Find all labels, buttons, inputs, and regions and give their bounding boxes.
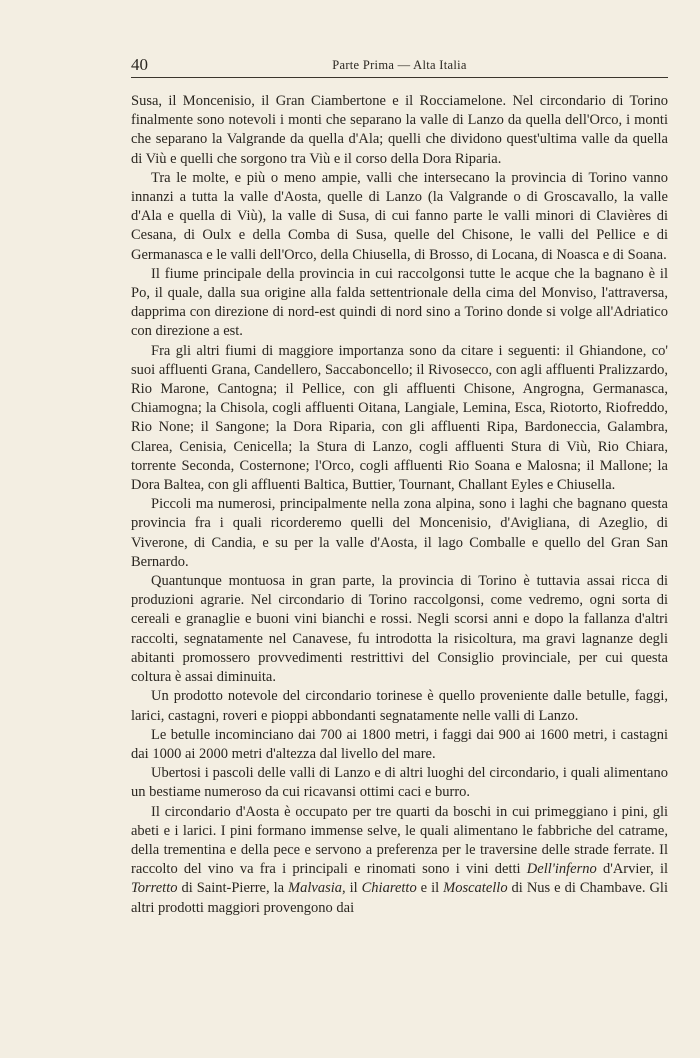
paragraph-10-before: Il circondario d'Aosta è occupato per tre quarti da boschi in cui primeggiano i pini, gli abeti e i larici. I pini formano immense selve, le quali alimentano le fabbriche del catrame, della trementina e della pece e servono a preferenza per le traversine delle strade ferrate. Il raccolto del vino va fra i principali e rinomati sono i vini detti <box>131 803 668 878</box>
wine-name-moscatello: Moscatello <box>443 880 508 897</box>
page-header <box>131 55 668 78</box>
page-number: 40 <box>131 55 148 74</box>
paragraph-2: Tra le molte, e più o meno ampie, valli che intersecano la provincia di Torino vanno innanzi a tutta la valle d'Aosta, quelle di Lanzo (la Valgrande o di Groscavallo, la valle d'Ala e quella di Viù), la valle di Susa, di cui fanno parte le valli minori di Clavières di Cesana, di Oulx e della Comba di Susa, quelle del Chisone, le valli del Pellice e di Germanasca e le valli dell'Orco, della Chiusella, di Brosso, di Locana, di Noasca e di Soana. <box>131 169 668 263</box>
paragraph-7: Un prodotto notevole del circondario torinese è quello proveniente dalle betulle, faggi, larici, castagni, roveri e pioppi abbondanti segnatamente nelle valli di Lanzo. <box>131 688 668 724</box>
running-title: Parte Prima — Alta Italia <box>332 58 467 72</box>
paragraph-10-after: di Nus e di Chambave. Gli altri prodotti maggiori provengono dai <box>131 880 668 916</box>
paragraph-10-mid-4: e il <box>416 880 444 897</box>
paragraph-1: Susa, il Moncenisio, il Gran Ciambertone e il Rocciamelone. Nel circondario di Torino finalmente sono notevoli i monti che separano la valle di Lanzo da quella dell'Orco, i monti che separano la Valgrande da quella d'Ala; quelli che dividono quest'ultima valle da quella di Viù e quelli che sorgono tra Viù e il corso della Dora Riparia. <box>131 93 668 167</box>
paragraph-4: Fra gli altri fiumi di maggiore importanza sono da citare i seguenti: il Ghiandone, co' suoi affluenti Grana, Candellero, Saccaboncello; il Rivosecco, con agli affluenti Pralizzardo, Rio Marone, Cantogna; il Pellice, con gli affluenti Chisone, Angrogna, Germanasca, Chiamogna; la Chisola, cogli affluenti Oitana, Langiale, Lemina, Esca, Riotorto, Riofreddo, Rio None; il Sangone; la Dora Riparia, con gli affluenti Ripa, Bardoneccia, Galambra, Clarea, Cenisia, Cenicella; la Stura di Lanzo, cogli affluenti Stura di Viù, Rio Chiara, torrente Seconda, Costernone; l'Orco, cogli affluenti Rio Soana e Malosna; il Mallone; la Dora Baltea, con gli affluenti Baltica, Buttier, Tournant, Challant Eyles e Chiusella. <box>131 342 668 494</box>
paragraph-10 <box>131 803 668 918</box>
paragraph-8: Le betulle incominciano dai 700 ai 1800 metri, i faggi dai 900 ai 1600 metri, i castagni dai 1000 ai 2000 metri d'altezza dal livello del mare. <box>131 726 668 762</box>
paragraph-6: Quantunque montuosa in gran parte, la provincia di Torino è tuttavia assai ricca di produzioni agrarie. Nel circondario di Torino raccolgonsi, come vedremo, ogni sorta di cereali e granaglie e buoni vini bianchi e rossi. Negli scorsi anni e dopo la fallanza d'altri raccolti, segnatamente nel Canavese, fu introdotta la risicoltura, ma gravi lagnanze degli abitanti promossero provvedimenti restrittivi del Consiglio provinciale, per cui questa coltura è assai diminuita. <box>131 573 668 686</box>
paragraph-3: Il fiume principale della provincia in cui raccolgonsi tutte le acque che la bagnano è il Po, il quale, dalla sua origine alla falda settentrionale della cima del Monviso, l'attraversa, dapprima con direzione di nord-est quindi di nord sino a Torino donde si volge all'Adriatico con direzione a est. <box>131 265 668 340</box>
paragraph-10-mid-3: , il <box>342 880 362 897</box>
wine-name-malvasia: Malvasia <box>288 880 342 897</box>
wine-name-torretto: Torretto <box>131 880 178 897</box>
paragraph-10-mid-1: d'Arvier, il <box>596 861 669 878</box>
body-text <box>131 92 668 918</box>
paragraph-10-mid-2: di Saint-Pierre, la <box>177 880 289 897</box>
wine-name-dellinferno: Dell'inferno <box>526 861 597 878</box>
wine-name-chiaretto: Chiaretto <box>361 880 417 897</box>
paragraph-9: Ubertosi i pascoli delle valli di Lanzo e di altri luoghi del circondario, i quali alimentano un bestiame numeroso da cui ricavansi ottimi caci e burro. <box>131 765 668 801</box>
paragraph-5: Piccoli ma numerosi, principalmente nella zona alpina, sono i laghi che bagnano questa provincia fra i quali ricorderemo quelli del Moncenisio, d'Avigliana, di Azeglio, di Viverone, di Candia, e su per la valle d'Aosta, il lago Comballe e quello del Gran San Bernardo. <box>131 496 668 570</box>
